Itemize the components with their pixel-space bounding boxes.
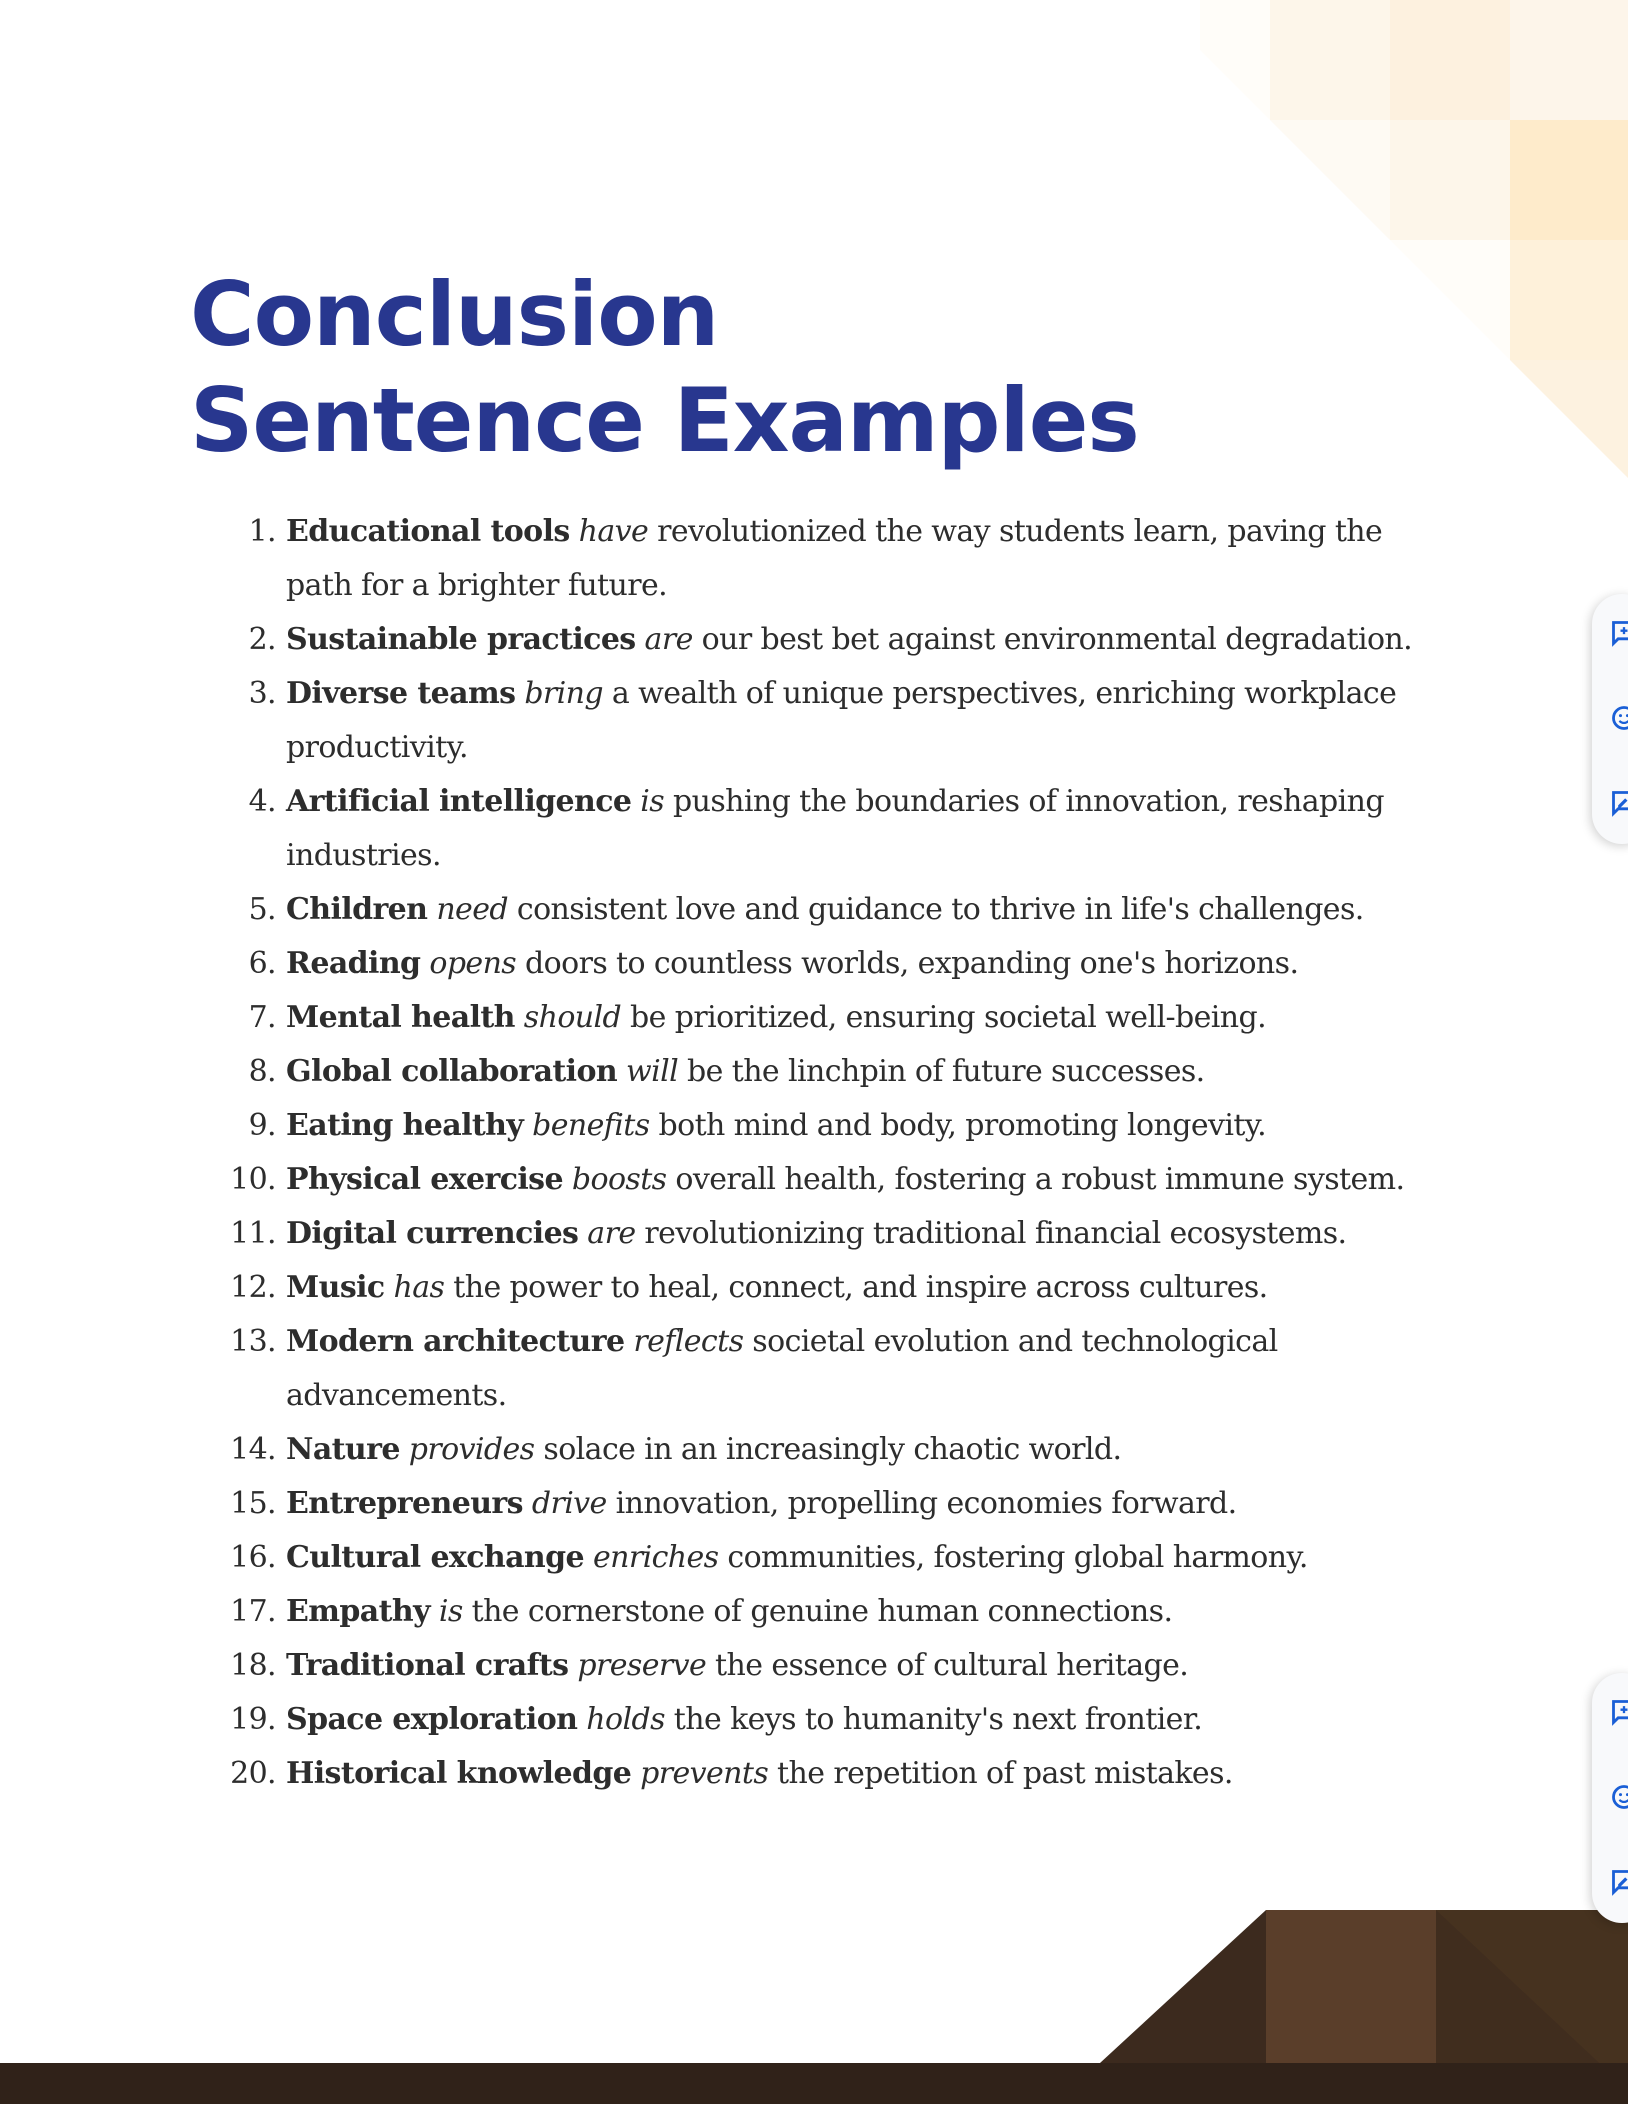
item-rest: the power to heal, connect, and inspire across cultures. (444, 1270, 1268, 1305)
item-rest: pushing the boundaries of innovation, reshaping industries. (286, 784, 1384, 873)
item-number: 4. (248, 784, 276, 819)
item-rest: consistent love and guidance to thrive in life's challenges. (507, 892, 1364, 927)
item-text (286, 1099, 1442, 1153)
item-text (286, 1531, 1442, 1585)
list-item (222, 991, 1442, 1045)
comment-toolbar-top (1592, 594, 1628, 844)
item-verb: have (578, 514, 649, 549)
item-text (286, 883, 1442, 937)
item-rest: the essence of cultural heritage. (706, 1648, 1189, 1683)
item-verb: has (393, 1270, 445, 1305)
item-number: 14. (230, 1432, 276, 1467)
decorative-pattern-top (1200, 0, 1628, 480)
item-subject: Digital currencies (286, 1216, 579, 1251)
item-rest: revolutionized the way students learn, paving the path for a brighter future. (286, 514, 1383, 603)
item-rest: a wealth of unique perspectives, enriching workplace productivity. (286, 676, 1397, 765)
list-item (222, 1261, 1442, 1315)
list-item (222, 1585, 1442, 1639)
item-subject: Diverse teams (286, 676, 516, 711)
add-comment-icon[interactable] (1610, 619, 1628, 647)
item-text (286, 1423, 1442, 1477)
item-verb: provides (408, 1432, 535, 1467)
item-subject: Global collaboration (286, 1054, 618, 1089)
item-verb: should (523, 1000, 622, 1035)
item-number: 13. (230, 1324, 276, 1359)
item-subject: Modern architecture (286, 1324, 625, 1359)
item-verb: is (438, 1594, 463, 1629)
item-subject: Entrepreneurs (286, 1486, 523, 1521)
item-text (286, 1045, 1442, 1099)
item-rest: solace in an increasingly chaotic world. (534, 1432, 1122, 1467)
item-verb: preserve (577, 1648, 707, 1683)
item-verb: holds (586, 1702, 665, 1737)
item-subject: Educational tools (286, 514, 570, 549)
title-line-1: Conclusion (190, 263, 719, 366)
item-text (286, 1747, 1442, 1801)
item-number: 17. (230, 1594, 276, 1629)
item-text (286, 937, 1442, 991)
item-text (286, 613, 1442, 667)
item-number: 2. (248, 622, 276, 657)
list-item (222, 505, 1442, 613)
item-number: 1. (248, 514, 276, 549)
item-number: 12. (230, 1270, 276, 1305)
item-subject: Nature (286, 1432, 400, 1467)
item-verb: will (626, 1054, 679, 1089)
comment-toolbar-bottom (1592, 1673, 1628, 1923)
item-verb: need (436, 892, 508, 927)
item-number: 19. (230, 1702, 276, 1737)
item-rest: societal evolution and technological advancements. (286, 1324, 1278, 1413)
item-subject: Mental health (286, 1000, 515, 1035)
item-text (286, 1207, 1442, 1261)
item-verb: bring (524, 676, 603, 711)
list-item (222, 1099, 1442, 1153)
list-item (222, 613, 1442, 667)
item-verb: opens (429, 946, 517, 981)
item-rest: both mind and body, promoting longevity. (649, 1108, 1267, 1143)
title-line-2: Sentence Examples (190, 369, 1139, 472)
item-text (286, 1585, 1442, 1639)
item-text (286, 1315, 1442, 1423)
list-item (222, 1747, 1442, 1801)
item-subject: Historical knowledge (286, 1756, 632, 1791)
item-number: 15. (230, 1486, 276, 1521)
decorative-pattern-bottom (1080, 1890, 1628, 2070)
item-verb: are (587, 1216, 636, 1251)
item-rest: doors to countless worlds, expanding one's horizons. (516, 946, 1299, 981)
item-verb: drive (531, 1486, 607, 1521)
item-number: 3. (248, 676, 276, 711)
list-item (222, 1477, 1442, 1531)
emoji-icon[interactable] (1610, 704, 1628, 732)
suggest-edit-icon[interactable] (1610, 1868, 1628, 1896)
list-item (222, 775, 1442, 883)
examples-list (222, 505, 1442, 1801)
item-number: 9. (248, 1108, 276, 1143)
suggest-edit-icon[interactable] (1610, 789, 1628, 817)
item-rest: revolutionizing traditional financial ecosystems. (635, 1216, 1347, 1251)
item-text (286, 667, 1442, 775)
list-item (222, 883, 1442, 937)
list-item (222, 1315, 1442, 1423)
item-number: 18. (230, 1648, 276, 1683)
item-text (286, 1639, 1442, 1693)
item-number: 10. (230, 1162, 276, 1197)
footer-bar (0, 2063, 1628, 2104)
item-number: 20. (230, 1756, 276, 1791)
list-item (222, 1531, 1442, 1585)
item-rest: communities, fostering global harmony. (718, 1540, 1308, 1575)
item-text (286, 1153, 1442, 1207)
emoji-icon[interactable] (1610, 1783, 1628, 1811)
item-rest: our best bet against environmental degradation. (692, 622, 1413, 657)
item-rest: the repetition of past mistakes. (768, 1756, 1233, 1791)
item-verb: reflects (633, 1324, 744, 1359)
item-number: 11. (230, 1216, 276, 1251)
item-text (286, 1261, 1442, 1315)
item-subject: Children (286, 892, 428, 927)
item-subject: Reading (286, 946, 421, 981)
item-text (286, 505, 1442, 613)
list-item (222, 1207, 1442, 1261)
item-subject: Empathy (286, 1594, 430, 1629)
item-rest: be the linchpin of future successes. (678, 1054, 1205, 1089)
item-number: 6. (248, 946, 276, 981)
list-item (222, 1153, 1442, 1207)
item-text (286, 775, 1442, 883)
item-number: 7. (248, 1000, 276, 1035)
item-text (286, 1693, 1442, 1747)
item-verb: benefits (532, 1108, 650, 1143)
item-number: 8. (248, 1054, 276, 1089)
item-text (286, 1477, 1442, 1531)
item-subject: Space exploration (286, 1702, 578, 1737)
list-item (222, 1423, 1442, 1477)
item-rest: the keys to humanity's next frontier. (664, 1702, 1203, 1737)
item-verb: enriches (592, 1540, 719, 1575)
item-subject: Eating healthy (286, 1108, 524, 1143)
page-title (190, 262, 1139, 474)
item-subject: Traditional crafts (286, 1648, 569, 1683)
item-subject: Artificial intelligence (286, 784, 632, 819)
item-text (286, 991, 1442, 1045)
list-item (222, 667, 1442, 775)
item-subject: Sustainable practices (286, 622, 636, 657)
list-item (222, 937, 1442, 991)
list-item (222, 1045, 1442, 1099)
item-verb: is (640, 784, 665, 819)
item-rest: overall health, fostering a robust immune system. (666, 1162, 1405, 1197)
item-rest: the cornerstone of genuine human connections. (462, 1594, 1173, 1629)
item-rest: innovation, propelling economies forward. (606, 1486, 1237, 1521)
item-verb: boosts (571, 1162, 667, 1197)
item-subject: Cultural exchange (286, 1540, 585, 1575)
list-item (222, 1639, 1442, 1693)
list-item (222, 1693, 1442, 1747)
item-subject: Physical exercise (286, 1162, 563, 1197)
item-number: 5. (248, 892, 276, 927)
item-number: 16. (230, 1540, 276, 1575)
item-verb: prevents (640, 1756, 769, 1791)
item-rest: be prioritized, ensuring societal well-being. (621, 1000, 1267, 1035)
item-subject: Music (286, 1270, 385, 1305)
add-comment-icon[interactable] (1610, 1698, 1628, 1726)
item-verb: are (644, 622, 693, 657)
